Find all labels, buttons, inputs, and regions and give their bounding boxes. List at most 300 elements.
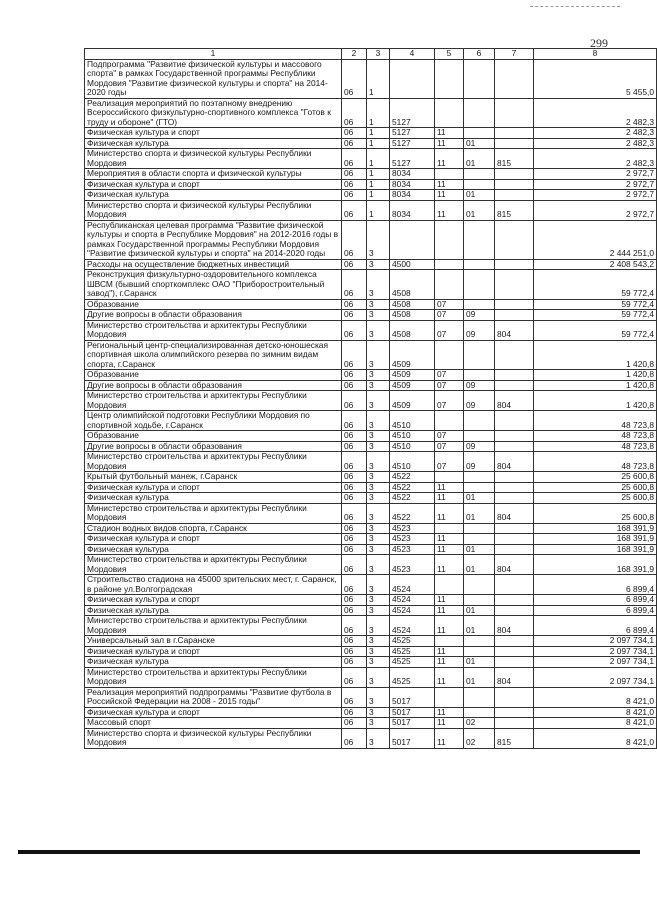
table-cell: 3	[367, 441, 390, 452]
table-cell: 3	[367, 452, 390, 472]
table-cell: 5 455,0	[534, 59, 657, 98]
table-cell: 1 420,8	[534, 340, 657, 370]
table-cell: 3	[367, 534, 390, 545]
table-row	[85, 190, 657, 201]
table-row	[85, 431, 657, 442]
table-cell: 11	[435, 667, 464, 687]
table-cell: 3	[367, 523, 390, 534]
table-cell: 3	[367, 391, 390, 411]
table-row	[85, 98, 657, 128]
table-cell: 11	[435, 616, 464, 636]
header-cell: 4	[390, 49, 435, 60]
table-cell: 3	[367, 270, 390, 300]
table-cell: Министерство строительства и архитектуры Республики Мордовия	[85, 320, 342, 340]
table-cell	[464, 370, 495, 381]
table-cell: Крытый футбольный манеж, г.Саранск	[85, 472, 342, 483]
table-cell: 01	[464, 138, 495, 149]
table-cell	[464, 482, 495, 493]
table-cell	[495, 190, 534, 201]
table-cell: 06	[342, 299, 367, 310]
table-cell: 3	[367, 380, 390, 391]
table-cell: 5017	[390, 728, 435, 748]
table-row	[85, 687, 657, 707]
table-cell: 11	[435, 544, 464, 555]
table-cell: 06	[342, 687, 367, 707]
table-cell	[464, 707, 495, 718]
table-row	[85, 59, 657, 98]
table-cell: Другие вопросы в области образования	[85, 380, 342, 391]
table-cell: 02	[464, 718, 495, 729]
table-cell	[464, 472, 495, 483]
table-cell	[464, 636, 495, 647]
table-cell: 01	[464, 493, 495, 504]
table-cell: 06	[342, 380, 367, 391]
table-cell: Министерство спорта и физической культуры Республики Мордовия	[85, 200, 342, 220]
table-cell: 804	[495, 320, 534, 340]
table-row	[85, 575, 657, 595]
table-cell: Республиканская целевая программа "Развитие физической культуры и спорта в Республике Мордовия" на 2012-2016 годы в рамках Государственной программы Республики Мордовия "Развитие физической культуры и спорта" на 2014-2020 годы	[85, 220, 342, 259]
table-cell	[464, 687, 495, 707]
table-cell: 168 391,9	[534, 523, 657, 534]
table-cell: 1	[367, 128, 390, 139]
table-cell: 804	[495, 667, 534, 687]
table-cell: 4525	[390, 646, 435, 657]
table-cell: 02	[464, 728, 495, 748]
table-cell: 4524	[390, 616, 435, 636]
table-cell: 4509	[390, 340, 435, 370]
table-cell: 06	[342, 59, 367, 98]
table-cell: 01	[464, 503, 495, 523]
table-cell: Физическая культура и спорт	[85, 179, 342, 190]
table-cell: Реконструкция физкультурно-оздоровительного комплекса ШВСМ (бывший спорткомплекс ОАО "Приборостроительный завод"), г.Саранск	[85, 270, 342, 300]
table-cell: 8 421,0	[534, 728, 657, 748]
table-cell	[495, 595, 534, 606]
table-cell: 01	[464, 667, 495, 687]
table-cell: 11	[435, 718, 464, 729]
table-cell: Физическая культура	[85, 544, 342, 555]
table-cell	[495, 138, 534, 149]
table-cell: 09	[464, 380, 495, 391]
table-row	[85, 523, 657, 534]
table-cell: 804	[495, 503, 534, 523]
table-row	[85, 616, 657, 636]
table-cell: 6 899,4	[534, 616, 657, 636]
table-cell	[435, 523, 464, 534]
table-cell	[464, 59, 495, 98]
table-cell: 3	[367, 667, 390, 687]
table-row	[85, 605, 657, 616]
table-cell: Министерство строительства и архитектуры Республики Мордовия	[85, 503, 342, 523]
table-cell: 4510	[390, 452, 435, 472]
table-cell: 3	[367, 220, 390, 259]
table-cell: 3	[367, 718, 390, 729]
table-cell: 11	[435, 190, 464, 201]
table-cell: 59 772,4	[534, 310, 657, 321]
table-row	[85, 534, 657, 545]
table-cell: 4510	[390, 411, 435, 431]
table-cell: 3	[367, 320, 390, 340]
table-cell	[435, 169, 464, 180]
table-cell: 2 482,3	[534, 98, 657, 128]
table-cell	[464, 646, 495, 657]
table-cell	[464, 179, 495, 190]
table-cell	[495, 534, 534, 545]
table-cell: 3	[367, 605, 390, 616]
table-cell: 3	[367, 575, 390, 595]
table-cell: Физическая культура и спорт	[85, 595, 342, 606]
table-cell: 4509	[390, 391, 435, 411]
table-cell: 3	[367, 503, 390, 523]
table-row	[85, 411, 657, 431]
table-row	[85, 138, 657, 149]
table-cell: 11	[435, 555, 464, 575]
table-cell: 4525	[390, 667, 435, 687]
table-cell: Мероприятия в области спорта и физической культуры	[85, 169, 342, 180]
table-cell	[435, 411, 464, 431]
table-cell: 25 600,8	[534, 482, 657, 493]
table-row	[85, 391, 657, 411]
table-cell: 8034	[390, 190, 435, 201]
table-cell	[495, 411, 534, 431]
table-cell: 07	[435, 431, 464, 442]
table-row	[85, 503, 657, 523]
table-cell: Министерство спорта и физической культуры Республики Мордовия	[85, 149, 342, 169]
table-cell: 06	[342, 370, 367, 381]
table-cell: 06	[342, 441, 367, 452]
table-cell: Строительство стадиона на 45000 зрительских мест, г. Саранск, в районе ул.Волгоградская	[85, 575, 342, 595]
table-cell	[435, 575, 464, 595]
table-cell: 06	[342, 179, 367, 190]
table-cell: 06	[342, 544, 367, 555]
table-cell: 6 899,4	[534, 575, 657, 595]
table-cell: 06	[342, 534, 367, 545]
table-cell: Другие вопросы в области образования	[85, 441, 342, 452]
table-row	[85, 299, 657, 310]
table-cell: 2 097 734,1	[534, 667, 657, 687]
bottom-rule	[18, 850, 640, 854]
table-row	[85, 370, 657, 381]
table-cell: 01	[464, 605, 495, 616]
table-cell	[464, 340, 495, 370]
table-cell: 4524	[390, 575, 435, 595]
table-cell: 07	[435, 320, 464, 340]
table-cell	[495, 707, 534, 718]
table-cell: 06	[342, 616, 367, 636]
table-cell	[495, 259, 534, 270]
table-cell: 06	[342, 138, 367, 149]
table-cell: 3	[367, 636, 390, 647]
table-cell: Министерство строительства и архитектуры Республики Мордовия	[85, 667, 342, 687]
table-cell: 06	[342, 657, 367, 668]
table-cell: 25 600,8	[534, 472, 657, 483]
table-cell	[435, 98, 464, 128]
table-cell: 11	[435, 200, 464, 220]
table-cell: 3	[367, 310, 390, 321]
table-cell: Физическая культура	[85, 657, 342, 668]
table-cell: 01	[464, 544, 495, 555]
table-cell: Реализация мероприятий по поэтапному внедрению Всероссийского физкультурно-спортивного комплекса "Готов к труду и обороне" (ГТО)	[85, 98, 342, 128]
table-cell	[495, 220, 534, 259]
budget-table	[84, 48, 657, 749]
table-row	[85, 646, 657, 657]
table-cell	[464, 575, 495, 595]
table-cell: 2 482,3	[534, 128, 657, 139]
table-cell: 2 097 734,1	[534, 636, 657, 647]
table-cell: 01	[464, 200, 495, 220]
table-cell: 11	[435, 503, 464, 523]
table-cell: 2 972,7	[534, 179, 657, 190]
table-cell: 5017	[390, 687, 435, 707]
table-cell	[435, 636, 464, 647]
table-cell: Физическая культура	[85, 605, 342, 616]
table-cell: 06	[342, 98, 367, 128]
table-cell	[495, 179, 534, 190]
table-cell: 06	[342, 259, 367, 270]
table-cell: 4522	[390, 482, 435, 493]
table-cell: 3	[367, 482, 390, 493]
header-cell: 8	[534, 49, 657, 60]
table-cell: 4508	[390, 270, 435, 300]
table-cell: Региональный центр-специализированная детско-юношеская спортивная школа олимпийского резерва по зимним видам спорта, г.Саранск	[85, 340, 342, 370]
table-cell	[390, 220, 435, 259]
header-cell: 5	[435, 49, 464, 60]
table-cell	[464, 523, 495, 534]
table-cell: 11	[435, 534, 464, 545]
table-cell	[464, 98, 495, 128]
table-cell	[435, 259, 464, 270]
table-cell: 4525	[390, 636, 435, 647]
table-cell: Физическая культура и спорт	[85, 534, 342, 545]
table-cell: Министерство строительства и архитектуры Республики Мордовия	[85, 616, 342, 636]
table-cell	[495, 605, 534, 616]
table-cell: 3	[367, 340, 390, 370]
table-cell: 3	[367, 544, 390, 555]
header-cell: 7	[495, 49, 534, 60]
table-cell: 1 420,8	[534, 391, 657, 411]
table-cell	[390, 59, 435, 98]
table-row	[85, 169, 657, 180]
page-number: 299	[590, 36, 608, 50]
table-cell: 48 723,8	[534, 431, 657, 442]
table-row	[85, 555, 657, 575]
table-cell: Образование	[85, 431, 342, 442]
table-cell: Физическая культура и спорт	[85, 128, 342, 139]
table-cell: 804	[495, 452, 534, 472]
table-cell: 1	[367, 200, 390, 220]
table-cell: 06	[342, 169, 367, 180]
table-cell: 6 899,4	[534, 605, 657, 616]
table-row	[85, 340, 657, 370]
table-cell: 3	[367, 687, 390, 707]
table-cell: 2 972,7	[534, 190, 657, 201]
table-header-row	[85, 49, 657, 60]
table-row	[85, 441, 657, 452]
table-row	[85, 482, 657, 493]
table-cell: 4508	[390, 310, 435, 321]
table-cell	[435, 220, 464, 259]
table-cell	[435, 687, 464, 707]
table-cell	[495, 441, 534, 452]
table-cell: 11	[435, 728, 464, 748]
table-cell: 4522	[390, 472, 435, 483]
table-cell: 06	[342, 128, 367, 139]
table-cell: 4523	[390, 555, 435, 575]
table-cell: 4509	[390, 370, 435, 381]
table-cell: 07	[435, 441, 464, 452]
table-cell: 5127	[390, 138, 435, 149]
table-cell: 4523	[390, 534, 435, 545]
table-row	[85, 380, 657, 391]
table-cell: 48 723,8	[534, 452, 657, 472]
table-cell: 06	[342, 411, 367, 431]
table-cell: 06	[342, 728, 367, 748]
table-cell: 815	[495, 728, 534, 748]
table-cell: Физическая культура и спорт	[85, 646, 342, 657]
table-cell	[464, 595, 495, 606]
table-cell: 06	[342, 718, 367, 729]
table-cell	[495, 128, 534, 139]
table-cell	[464, 411, 495, 431]
table-cell: 09	[464, 441, 495, 452]
table-cell: 3	[367, 616, 390, 636]
table-cell: Стадион водных видов спорта, г.Саранск	[85, 523, 342, 534]
table-cell	[435, 340, 464, 370]
table-cell: 4523	[390, 523, 435, 534]
table-cell: Расходы на осуществление бюджетных инвестиций	[85, 259, 342, 270]
table-cell	[495, 718, 534, 729]
table-cell: Массовый спорт	[85, 718, 342, 729]
table-cell: 1	[367, 179, 390, 190]
table-cell: 06	[342, 340, 367, 370]
table-cell: 1 420,8	[534, 370, 657, 381]
table-cell: 3	[367, 728, 390, 748]
table-cell: 11	[435, 595, 464, 606]
table-cell	[435, 270, 464, 300]
table-cell	[464, 534, 495, 545]
table-row	[85, 270, 657, 300]
table-cell: 11	[435, 493, 464, 504]
table-cell: 06	[342, 636, 367, 647]
table-cell: 6 899,4	[534, 595, 657, 606]
table-row	[85, 472, 657, 483]
table-cell	[495, 646, 534, 657]
table-row	[85, 320, 657, 340]
table-cell: 4510	[390, 441, 435, 452]
table-cell: 11	[435, 482, 464, 493]
table-cell: 804	[495, 391, 534, 411]
table-cell: 8 421,0	[534, 687, 657, 707]
table-cell: Универсальный зал в г.Саранске	[85, 636, 342, 647]
table-row	[85, 657, 657, 668]
table-cell	[495, 482, 534, 493]
table-row	[85, 310, 657, 321]
table-cell	[464, 299, 495, 310]
table-cell	[464, 431, 495, 442]
table-cell: 3	[367, 472, 390, 483]
table-cell: 5127	[390, 149, 435, 169]
table-cell: 09	[464, 310, 495, 321]
table-cell	[495, 98, 534, 128]
table-cell	[495, 380, 534, 391]
table-cell	[495, 270, 534, 300]
table-cell: 06	[342, 220, 367, 259]
table-cell: 25 600,8	[534, 503, 657, 523]
table-cell: 2 482,3	[534, 149, 657, 169]
table-cell: Министерство спорта и физической культуры Республики Мордовия	[85, 728, 342, 748]
table-cell: 25 600,8	[534, 493, 657, 504]
table-cell: 06	[342, 595, 367, 606]
table-cell: 3	[367, 299, 390, 310]
table-cell	[495, 544, 534, 555]
table-cell: 06	[342, 523, 367, 534]
table-row	[85, 595, 657, 606]
table-cell: 5127	[390, 98, 435, 128]
table-cell: 11	[435, 138, 464, 149]
table-row	[85, 179, 657, 190]
table-row	[85, 220, 657, 259]
table-cell: 2 482,3	[534, 138, 657, 149]
table-cell: Подпрограмма "Развитие физической культуры и массового спорта" в рамках Государственной программы Республики Мордовия "Развитие физической культуры и спорта" на 2014-2020 годы	[85, 59, 342, 98]
table-cell	[495, 493, 534, 504]
table-cell: 815	[495, 200, 534, 220]
table-cell: 168 391,9	[534, 534, 657, 545]
table-cell: 06	[342, 200, 367, 220]
table-cell: 07	[435, 391, 464, 411]
table-cell: 4523	[390, 544, 435, 555]
table-cell: 3	[367, 370, 390, 381]
table-cell: 09	[464, 452, 495, 472]
table-row	[85, 200, 657, 220]
table-cell: 4525	[390, 657, 435, 668]
table-cell: 06	[342, 707, 367, 718]
table-cell: 11	[435, 657, 464, 668]
table-cell: 168 391,9	[534, 555, 657, 575]
table-cell: 8034	[390, 200, 435, 220]
table-cell: 11	[435, 128, 464, 139]
table-cell: Министерство строительства и архитектуры Республики Мордовия	[85, 452, 342, 472]
table-cell: 1	[367, 169, 390, 180]
table-cell: 06	[342, 190, 367, 201]
table-cell: Физическая культура и спорт	[85, 482, 342, 493]
table-cell	[495, 340, 534, 370]
table-cell: Физическая культура	[85, 138, 342, 149]
table-row	[85, 544, 657, 555]
table-cell: 06	[342, 575, 367, 595]
table-cell: 06	[342, 605, 367, 616]
table-cell	[495, 431, 534, 442]
top-dash-line	[530, 6, 620, 7]
table-cell	[495, 575, 534, 595]
table-cell	[495, 687, 534, 707]
table-cell	[464, 259, 495, 270]
table-cell	[464, 270, 495, 300]
table-cell: 11	[435, 149, 464, 169]
table-cell: 4524	[390, 595, 435, 606]
table-cell: 2 972,7	[534, 200, 657, 220]
table-cell: 5017	[390, 707, 435, 718]
table-cell: 3	[367, 493, 390, 504]
table-cell: 3	[367, 707, 390, 718]
table-cell: 07	[435, 370, 464, 381]
table-cell: 07	[435, 310, 464, 321]
table-cell: 2 097 734,1	[534, 657, 657, 668]
table-cell: 1	[367, 149, 390, 169]
table-cell: 8034	[390, 179, 435, 190]
table-cell: 06	[342, 310, 367, 321]
table-row	[85, 493, 657, 504]
table-row	[85, 128, 657, 139]
table-row	[85, 728, 657, 748]
